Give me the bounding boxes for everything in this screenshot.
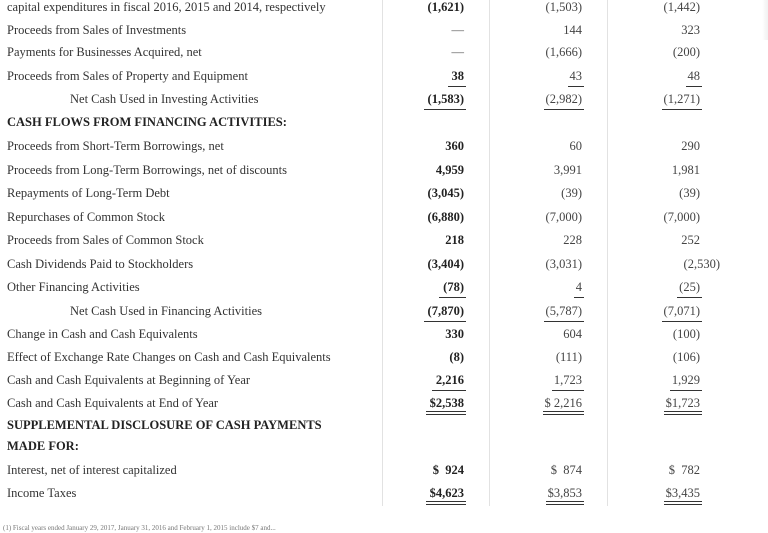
value-fiscal-2015: (7,000): [545, 210, 582, 224]
value-fiscal-2015: 604: [563, 327, 582, 341]
value-fiscal-2016: —: [451, 45, 464, 59]
value-fiscal-2014: (1,442): [663, 0, 700, 14]
value-fiscal-2014: (7,000): [663, 210, 700, 224]
value-fiscal-2016: 38: [451, 69, 464, 83]
value-fiscal-2016: (78): [443, 280, 464, 294]
row-label: Cash and Cash Equivalents at End of Year: [7, 396, 219, 410]
value-fiscal-2014: (106): [672, 350, 700, 364]
value-fiscal-2014: $ 782: [668, 463, 700, 477]
value-fiscal-2016: 4,959: [435, 163, 464, 177]
value-fiscal-2015: (111): [555, 350, 582, 364]
value-fiscal-2015: $3,853: [547, 486, 582, 500]
row-label: Other Financing Activities: [7, 280, 140, 294]
row-label: Repayments of Long-Term Debt: [7, 186, 170, 200]
value-fiscal-2016: 218: [445, 233, 464, 247]
row-label: Proceeds from Sales of Investments: [7, 23, 187, 37]
row-label: Proceeds from Sales of Common Stock: [7, 233, 204, 247]
value-fiscal-2014: (1,271): [663, 92, 700, 106]
value-fiscal-2016: 360: [445, 139, 464, 153]
value-fiscal-2016: 2,216: [435, 373, 464, 387]
section-heading: SUPPLEMENTAL DISCLOSURE OF CASH PAYMENTS: [7, 418, 322, 432]
row-label: Proceeds from Sales of Property and Equipment: [7, 69, 248, 83]
section-heading-row: [0, 439, 768, 461]
value-fiscal-2014: (39): [679, 186, 700, 200]
row-label: Net Cash Used in Financing Activities: [70, 304, 262, 318]
value-fiscal-2014: 1,981: [671, 163, 700, 177]
total-row: [0, 396, 768, 418]
value-fiscal-2015: (1,666): [545, 45, 582, 59]
table-row: [0, 163, 768, 185]
value-fiscal-2015: (3,031): [545, 257, 582, 271]
value-fiscal-2015: 144: [563, 23, 582, 37]
value-fiscal-2015: (5,787): [545, 304, 582, 318]
table-row: [0, 280, 768, 302]
value-fiscal-2015: 60: [569, 139, 582, 153]
table-row: [0, 139, 768, 161]
value-fiscal-2015: $ 2,216: [544, 396, 582, 410]
row-label: Cash Dividends Paid to Stockholders: [7, 257, 194, 271]
row-label: Proceeds from Short-Term Borrowings, net: [7, 139, 224, 153]
value-fiscal-2016: $2,538: [429, 396, 464, 410]
row-label: capital expenditures in fiscal 2016, 2015 and 2014, respectively: [7, 0, 326, 14]
row-label: Repurchases of Common Stock: [7, 210, 165, 224]
value-fiscal-2016: (7,870): [427, 304, 464, 318]
value-fiscal-2016: 330: [445, 327, 464, 341]
value-fiscal-2015: (2,982): [545, 92, 582, 106]
value-fiscal-2015: $ 874: [550, 463, 582, 477]
row-label: Payments for Businesses Acquired, net: [7, 45, 202, 59]
value-fiscal-2015: (39): [561, 186, 582, 200]
value-fiscal-2016: (1,621): [427, 0, 464, 14]
value-fiscal-2016: (3,045): [427, 186, 464, 200]
value-fiscal-2014: (200): [672, 45, 700, 59]
value-fiscal-2014: (100): [672, 327, 700, 341]
table-row: [0, 350, 768, 372]
value-fiscal-2014: (2,530): [683, 257, 720, 271]
value-fiscal-2015: (1,503): [545, 0, 582, 14]
value-fiscal-2015: 1,723: [553, 373, 582, 387]
row-label: Proceeds from Long-Term Borrowings, net of discounts: [7, 163, 287, 177]
table-row: [0, 327, 768, 349]
section-heading: MADE FOR:: [7, 439, 79, 453]
table-row: [0, 45, 768, 67]
row-label: Cash and Cash Equivalents at Beginning of Year: [7, 373, 251, 387]
row-label: Effect of Exchange Rate Changes on Cash and Cash Equivalents: [7, 350, 331, 364]
table-row: [0, 210, 768, 232]
table-row: [0, 23, 768, 45]
value-fiscal-2016: (1,583): [427, 92, 464, 106]
table-row: [0, 186, 768, 208]
section-heading: CASH FLOWS FROM FINANCING ACTIVITIES:: [7, 115, 287, 129]
value-fiscal-2014: $1,723: [665, 396, 700, 410]
section-heading-row: [0, 115, 768, 137]
value-fiscal-2015: 43: [569, 69, 582, 83]
table-row: [0, 373, 768, 395]
footnote: (1) Fiscal years ended January 29, 2017, January 31, 2016 and February 1, 2015 include $7 and...: [3, 524, 276, 532]
value-fiscal-2014: 252: [681, 233, 700, 247]
value-fiscal-2016: $ 924: [432, 463, 464, 477]
value-fiscal-2014: $3,435: [665, 486, 700, 500]
value-fiscal-2014: 323: [681, 23, 700, 37]
value-fiscal-2014: 290: [681, 139, 700, 153]
table-row: [0, 257, 768, 279]
row-label: Income Taxes: [7, 486, 77, 500]
table-row: [0, 463, 768, 485]
section-heading-row: [0, 418, 768, 440]
value-fiscal-2016: (8): [449, 350, 464, 364]
table-row: [0, 69, 768, 91]
subtotal-row: [0, 304, 768, 326]
value-fiscal-2014: 48: [687, 69, 700, 83]
subtotal-row: [0, 92, 768, 114]
table-row: [0, 486, 768, 508]
value-fiscal-2016: (3,404): [427, 257, 464, 271]
value-fiscal-2016: $4,623: [429, 486, 464, 500]
row-label: Change in Cash and Cash Equivalents: [7, 327, 198, 341]
value-fiscal-2016: (6,880): [427, 210, 464, 224]
value-fiscal-2014: 1,929: [671, 373, 700, 387]
value-fiscal-2015: 3,991: [553, 163, 582, 177]
value-fiscal-2015: 4: [575, 280, 582, 294]
table-row: [0, 0, 768, 22]
value-fiscal-2016: —: [451, 23, 464, 37]
value-fiscal-2015: 228: [563, 233, 582, 247]
value-fiscal-2014: (7,071): [663, 304, 700, 318]
row-label: Net Cash Used in Investing Activities: [70, 92, 259, 106]
table-row: [0, 233, 768, 255]
value-fiscal-2014: (25): [679, 280, 700, 294]
row-label: Interest, net of interest capitalized: [7, 463, 177, 477]
